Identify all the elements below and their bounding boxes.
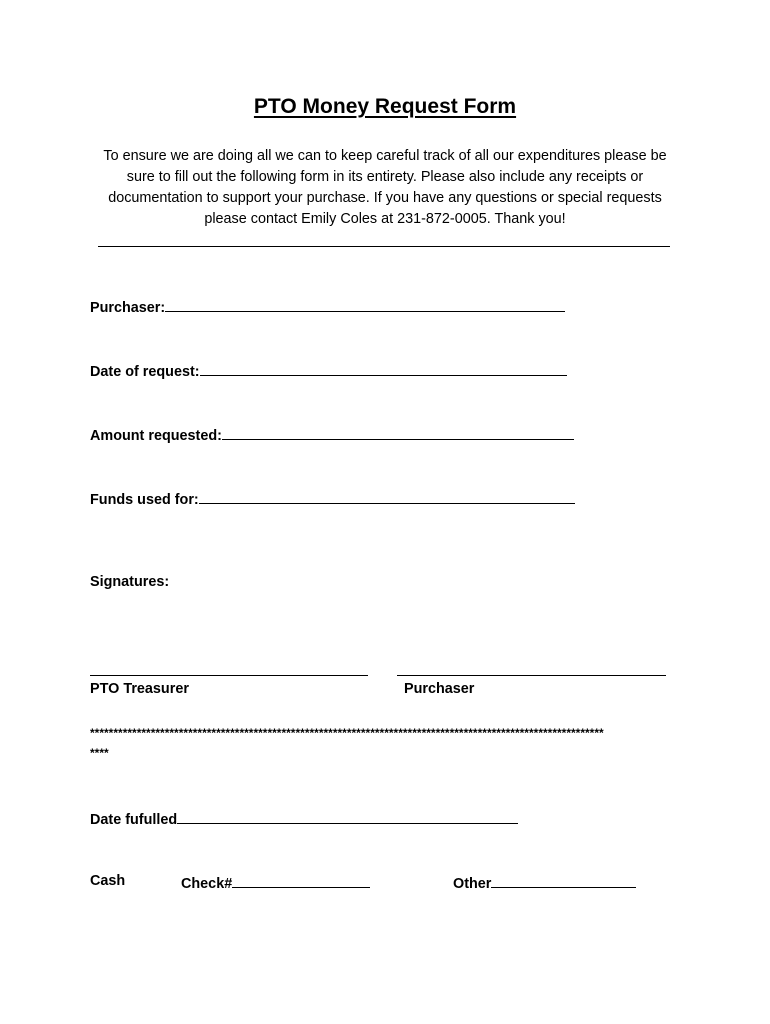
date-fulfilled-field <box>90 808 518 828</box>
purchaser-signature-line[interactable] <box>397 675 666 676</box>
date-of-request-input-line[interactable] <box>200 375 567 376</box>
page-title: PTO Money Request Form <box>253 95 517 118</box>
intro-divider <box>98 246 670 247</box>
purchaser-field <box>90 296 565 316</box>
amount-requested-field <box>90 424 574 444</box>
funds-used-for-label: Funds used for: <box>90 492 199 508</box>
asterisk-separator-line-1: ************************************************************************************************************** <box>90 726 604 740</box>
date-fulfilled-label: Date fufulled <box>90 812 178 828</box>
treasurer-signature-label: PTO Treasurer <box>90 681 189 697</box>
date-of-request-field <box>90 360 567 380</box>
intro-paragraph: To ensure we are doing all we can to keep careful track of all our expenditures please be sure to fill out the following form in its entirety. Please also include any receipts or documentation to support your purchase. If you have any questions or special requests please contact Emily Coles at 231-872-0005. Thank you! <box>103 148 667 227</box>
other-field <box>453 872 636 892</box>
funds-used-for-field <box>90 488 575 508</box>
amount-requested-input-line[interactable] <box>222 439 574 440</box>
asterisk-separator-line-2: **** <box>90 746 109 760</box>
purchaser-input-line[interactable] <box>165 311 565 312</box>
other-input-line[interactable] <box>491 887 636 888</box>
check-field <box>181 872 370 892</box>
other-label: Other <box>453 876 492 892</box>
treasurer-signature-line[interactable] <box>90 675 368 676</box>
signatures-heading: Signatures: <box>90 574 170 590</box>
purchaser-signature-label: Purchaser <box>404 681 475 697</box>
purchaser-label: Purchaser: <box>90 300 166 316</box>
date-of-request-label: Date of request: <box>90 364 200 380</box>
check-label: Check# <box>181 876 233 892</box>
check-number-input-line[interactable] <box>232 887 370 888</box>
funds-used-for-input-line[interactable] <box>199 503 575 504</box>
cash-label: Cash <box>90 873 126 889</box>
amount-requested-label: Amount requested: <box>90 428 222 444</box>
date-fulfilled-input-line[interactable] <box>177 823 518 824</box>
